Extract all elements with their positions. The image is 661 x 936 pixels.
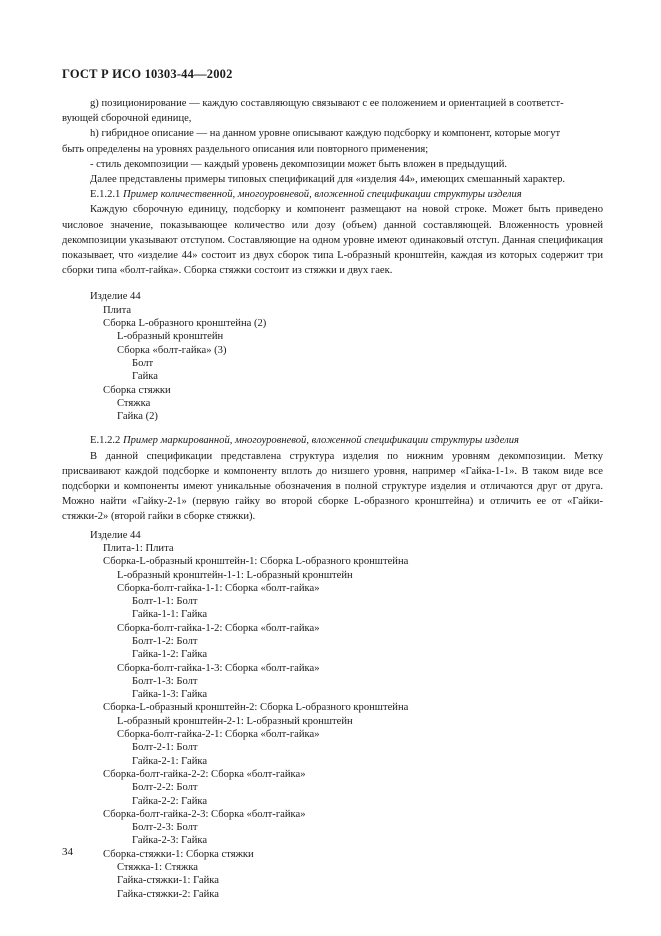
tree-item: Сборка-болт-гайка-1-2: Сборка «болт-гайка» [117, 622, 320, 634]
item-dash: - стиль декомпозиции — каждый уровень декомпозиции может быть вложен в предыдущий. [90, 158, 508, 170]
tree-item: Гайка-1-2: Гайка [132, 649, 208, 661]
tree-item: Гайка-стяжки-1: Гайка [117, 875, 219, 887]
item-h-line2: быть определены на уровнях раздельного описания или повторного применения; [62, 143, 429, 155]
page-header: ГОСТ Р ИСО 10303-44—2002 [62, 67, 233, 81]
tree-item: Изделие 44 [90, 291, 141, 303]
tree-item: Стяжка-1: Стяжка [117, 862, 199, 874]
tree-item: Сборка «болт-гайка» (3) [117, 344, 227, 356]
page-body [62, 96, 603, 901]
tree-item: Сборка-болт-гайка-2-3: Сборка «болт-гайка» [103, 808, 306, 820]
tree-item: Гайка-2-3: Гайка [132, 835, 208, 847]
tree-item: L-образный кронштейн [117, 331, 224, 343]
tree-item: Плита-1: Плита [103, 542, 174, 554]
tree-item: Гайка-2-1: Гайка [132, 755, 208, 767]
tree-item: Болт-2-2: Болт [132, 782, 198, 794]
tree-item: Сборка-стяжки-1: Сборка стяжки [103, 848, 254, 860]
section2-heading [62, 433, 603, 448]
spacer [62, 423, 603, 433]
section1-heading [62, 187, 603, 202]
tree-item: Сборка-болт-гайка-1-1: Сборка «болт-гайка» [117, 582, 320, 594]
tree-item: Гайка [132, 371, 158, 383]
tree-item: Гайка-1-1: Гайка [132, 609, 208, 621]
page-number: 34 [62, 846, 73, 858]
section1-title: Пример количественной, многоуровневой, вложенной спецификации структуры изделия [122, 189, 522, 201]
tree-item: Гайка-2-2: Гайка [132, 795, 208, 807]
tree-item: Гайка (2) [117, 411, 158, 423]
tree-item: Сборка-болт-гайка-1-3: Сборка «болт-гайка» [117, 662, 320, 674]
tree-item: Болт-1-3: Болт [132, 675, 198, 687]
tree-item: Сборка-L-образный кронштейн-1: Сборка L-образного кронштейна [103, 556, 409, 568]
tree-item: L-образный кронштейн-1-1: L-образный кронштейн [117, 569, 353, 581]
section2-number: Е.1.2.2 [90, 435, 121, 447]
tree-item: Стяжка [117, 397, 151, 409]
section1-number: Е.1.2.1 [90, 189, 121, 201]
tree-item: Сборка-болт-гайка-2-1: Сборка «болт-гайка» [117, 729, 320, 741]
spacer [62, 278, 603, 290]
structure-list-1 [62, 290, 603, 423]
item-h-line1: h) гибридное описание — на данном уровне описывают каждую подсборку и компонент, которые могут [90, 128, 561, 140]
tree-item: L-образный кронштейн-2-1: L-образный кронштейн [117, 715, 353, 727]
tree-item: Болт-1-1: Болт [132, 596, 198, 608]
tree-item: Гайка-стяжки-2: Гайка [117, 888, 219, 900]
intro-further: Далее представлены примеры типовых спецификаций для «изделия 44», имеющих смешанный характер. [90, 174, 566, 186]
tree-item: Болт-1-2: Болт [132, 636, 198, 647]
tree-item: Сборка-болт-гайка-2-2: Сборка «болт-гайка» [103, 768, 306, 780]
tree-item: Болт-2-3: Болт [132, 822, 198, 834]
tree-item: Болт [132, 357, 154, 369]
tree-item: Болт-2-1: Болт [132, 742, 198, 754]
tree-item: Сборка-L-образный кронштейн-2: Сборка L-образного кронштейна [103, 702, 409, 714]
item-g-line1: g) позиционирование — каждую составляющую связывают с ее положением и ориентацией в соответст- [90, 98, 564, 109]
tree-item: Гайка-1-3: Гайка [132, 689, 208, 701]
section2-title: Пример маркированной, многоуровневой, вложенной спецификации структуры изделия [122, 435, 519, 447]
structure-list-2 [62, 529, 603, 901]
section2-text: В данной спецификации представлена структура изделия по нижним уровням декомпозиции. Метку присваивают каждой подсборке и компоненту вплоть до низшего уровня, например «Гайка-1-1». В таком виде все подсборки и компоненты имеют уникальные обозначения в полной структуре изделия и отличаются друг от друга. Можно найти «Гайку-2-1» (первую гайку во второй сборке L-образного кронштейна) и отличить ее от «Гайки-стяжки-2» (второй гайки в сборке стяжки). [62, 450, 603, 523]
section1-text: Каждую сборочную единицу, подсборку и компонент размещают на новой строке. Может быть приведено числовое значение, показывающее количество или дозу (объем) данной составляющей. Вложенность уровней декомпозиции указывают отступом. Составляющие на одном уровне имеют одинаковый отступ. Данная спецификация показывает, что «изделие 44» состоит из двух сборок типа L-образный кронштейн, каждая из которых содержит три сборки типа «болт-гайка». Сборка стяжки состоит из стяжки и двух гаек. [62, 204, 603, 277]
tree-item: Сборка стяжки [103, 384, 171, 396]
tree-item: Плита [103, 304, 132, 316]
item-g-line2: вующей сборочной единице, [62, 113, 192, 125]
tree-item: Изделие 44 [90, 529, 141, 541]
tree-item: Сборка L-образного кронштейна (2) [103, 318, 267, 330]
